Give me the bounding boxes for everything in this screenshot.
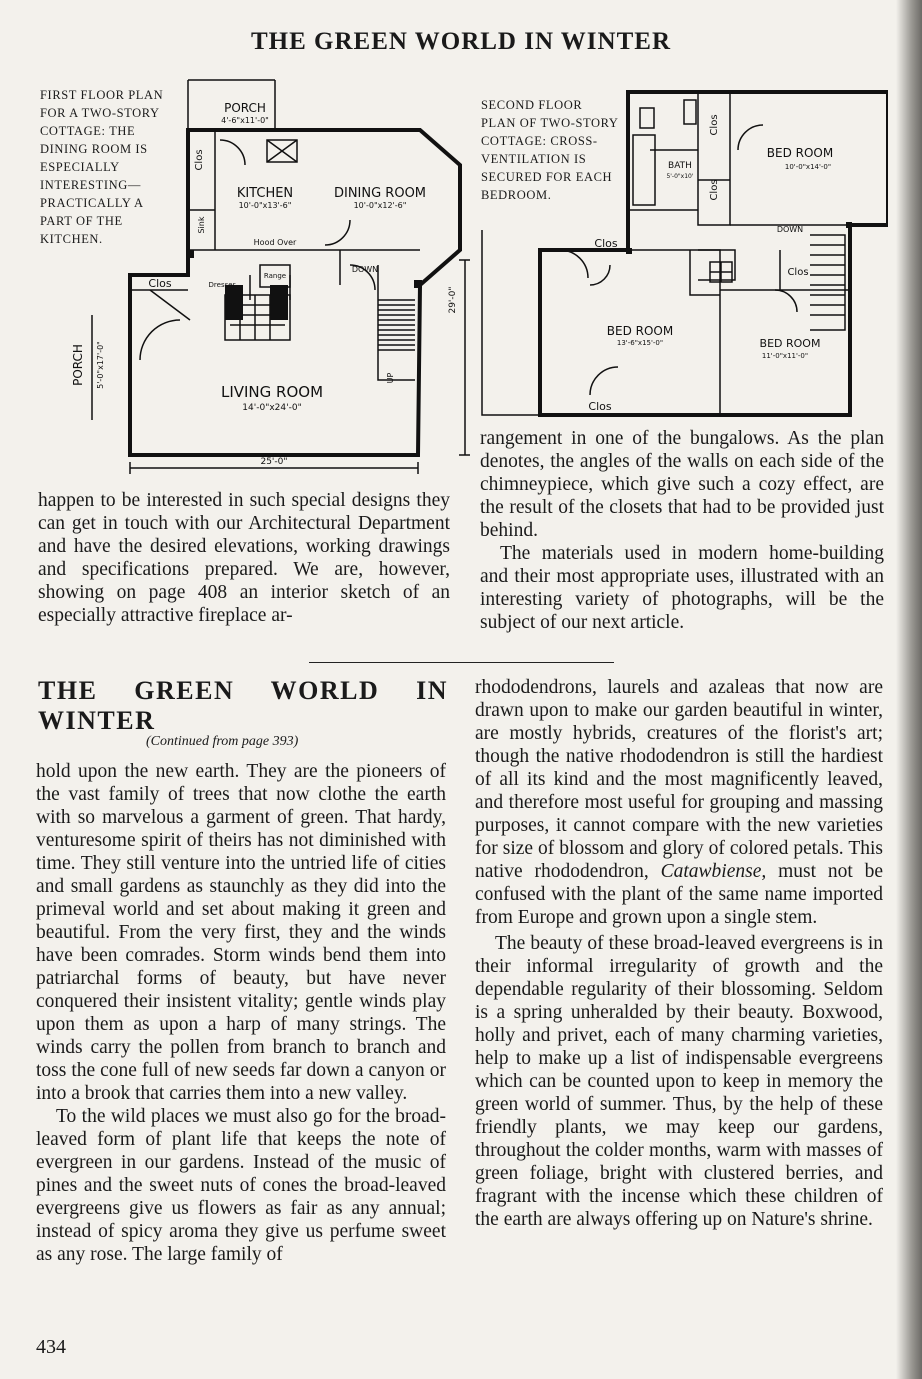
article-title-line2: WINTER bbox=[38, 706, 156, 735]
dining-label: DINING ROOM bbox=[333, 186, 427, 201]
sink-label: Sink bbox=[197, 216, 206, 234]
porch-top-label: PORCH bbox=[224, 101, 266, 115]
bed3-label: BED ROOM bbox=[759, 337, 821, 350]
clos-e-label: Clos bbox=[588, 400, 612, 413]
clos-c-label: Clos bbox=[594, 237, 618, 250]
clos-a-label: Clos bbox=[709, 114, 720, 136]
clos-label: Clos bbox=[194, 149, 205, 171]
paragraph: To the wild places we must also go for the broad-leaved form of plant life that keeps the note of evergreen in our gardens. Instead of the music of pines and the sweet nuts of cones the broad-leaved evergreens give us flowers as fair as any annual; instead of spicy aroma they give us perfume sweet as any rose. The large family of bbox=[36, 1106, 446, 1265]
bed3-dim: 11'-0"x11'-0" bbox=[761, 352, 809, 360]
width-dim: 25'-0" bbox=[260, 457, 288, 467]
dining-dim: 10'-0"x12'-6" bbox=[353, 201, 407, 210]
bed1-label: BED ROOM bbox=[766, 146, 834, 160]
range-label: Range bbox=[263, 272, 287, 280]
clos-d-label: Clos bbox=[787, 267, 809, 278]
living-dim: 14'-0"x24'-0" bbox=[242, 403, 302, 413]
hood-label: Hood Over bbox=[253, 238, 297, 247]
upper-right-column bbox=[480, 427, 884, 634]
page-edge-shadow bbox=[896, 0, 922, 1379]
bath-label: BATH bbox=[668, 161, 692, 171]
paragraph bbox=[475, 676, 883, 929]
article-right-column bbox=[475, 676, 883, 1231]
second-floor-caption: SECOND FLOOR PLAN OF TWO-STORY COTTAGE: CROSS-VENTILATION IS SECURED FOR EACH BEDROOM. bbox=[481, 98, 619, 202]
italic-species-name: Catawbiense, bbox=[660, 861, 767, 882]
paragraph: The beauty of these broad-leaved evergreens is in their informal irregularity of growth and the dependable regularity of their blossoming. Seldom is a spring unheralded by their beauty. Boxwood, holly and privet, each of many charming varieties, help to make up a list of indispensable evergreens which can be counted upon to keep in memory the green world of summer. Thus, by the help of these friendly plants, we may keep our gardens, throughout the colder months, warm with masses of green foliage, bright with clustered berries, and fragrant with the incense which these children of the earth are always offering up on Nature's shrine. bbox=[475, 933, 883, 1230]
article-title-line1: THE GREEN WORLD IN bbox=[38, 676, 448, 705]
down2-label: DOWN bbox=[776, 225, 804, 234]
up-label: UP bbox=[386, 372, 395, 384]
page-number: 434 bbox=[36, 1336, 66, 1358]
depth-dim: 29'-0" bbox=[448, 286, 458, 314]
text-run: must not be confused with the plant of the same name imported from Europe and grown upon a single stem. bbox=[475, 861, 884, 928]
porch-side-dim: 5'-0"x17'-0" bbox=[96, 341, 105, 389]
kitchen-label: KITCHEN bbox=[236, 186, 294, 201]
first-floor-caption: FIRST FLOOR PLAN FOR A TWO-STORY COTTAGE: THE DINING ROOM IS ESPECIALLY INTERESTING— PRACTICALLY A PART OF THE KITCHEN. bbox=[40, 88, 164, 246]
continued-note: (Continued from page 393) bbox=[146, 734, 299, 749]
running-head: THE GREEN WORLD IN WINTER bbox=[251, 28, 671, 55]
kitchen-dim: 10'-0"x13'-6" bbox=[238, 201, 292, 210]
bed2-dim: 13'-6"x15'-0" bbox=[616, 339, 664, 347]
first-floor-plan bbox=[60, 75, 470, 480]
second-floor-plan bbox=[470, 80, 888, 422]
living-label: LIVING ROOM bbox=[220, 383, 324, 401]
clos-b-label: Clos bbox=[709, 179, 720, 201]
section-divider bbox=[309, 662, 614, 663]
article-left-column bbox=[36, 760, 446, 1266]
dresser-label: Dresser bbox=[208, 281, 236, 289]
paragraph: The materials used in modern home-building and their most appropriate uses, illustrated with an interesting variety of photographs, will be the subject of our next article. bbox=[480, 543, 884, 633]
bed1-dim: 10'-0"x14'-0" bbox=[784, 163, 832, 171]
clos2-label: Clos bbox=[148, 277, 172, 290]
porch-side-label: PORCH bbox=[71, 344, 85, 386]
paragraph: hold upon the new earth. They are the pioneers of the vast family of trees that now clothe the earth with so marvelous a garment of green. That hardy, venturesome spirit of theirs has not diminished with time. They still venture into the untried life of cities and small gardens as staunchly as they did into the primeval world and set about making it green and beautiful. From the very first, they and the winds have been comrades. Storm winds bend them into patriarchal forms of beauty, but have never conquered their insistent vitality; gentle winds play upon them as upon a harp of many strings. The winds carry the pollen from branch to branch and toss the cone full of new seeds far down a canyon or into a brook that carries them into a new valley. bbox=[36, 761, 446, 1104]
bath-dim: 5'-0"x10' bbox=[666, 173, 694, 180]
bed2-label: BED ROOM bbox=[606, 324, 674, 338]
paragraph: happen to be interested in such special designs they can get in touch with our Architectural Department and have the desired elevations, working drawings and specifications prepared. We are, however, showing on page 408 an interior sketch of an especially attractive fireplace ar- bbox=[38, 490, 450, 626]
text-run: rhododendrons, laurels and azaleas that now are drawn upon to make our garden beautiful in winter, are mostly hybrids, creatures of the florist's art; though the native rhododendron is still the hardiest of all its kind and the most magnificently leaved, and therefore most useful for grouping and massing purposes, it cannot compare with the new varieties for size of blossom and glory of colored petals. This native rhododendron, bbox=[475, 677, 883, 882]
porch-top-dim: 4'-6"x11'-0" bbox=[221, 116, 269, 125]
down-label: DOWN bbox=[351, 265, 379, 274]
paragraph: rangement in one of the bungalows. As the plan denotes, the angles of the walls on each side of the chimneypiece, which give such a cozy effect, are the result of the closets that had to be provided just behind. bbox=[480, 428, 884, 541]
upper-left-column bbox=[38, 489, 450, 627]
